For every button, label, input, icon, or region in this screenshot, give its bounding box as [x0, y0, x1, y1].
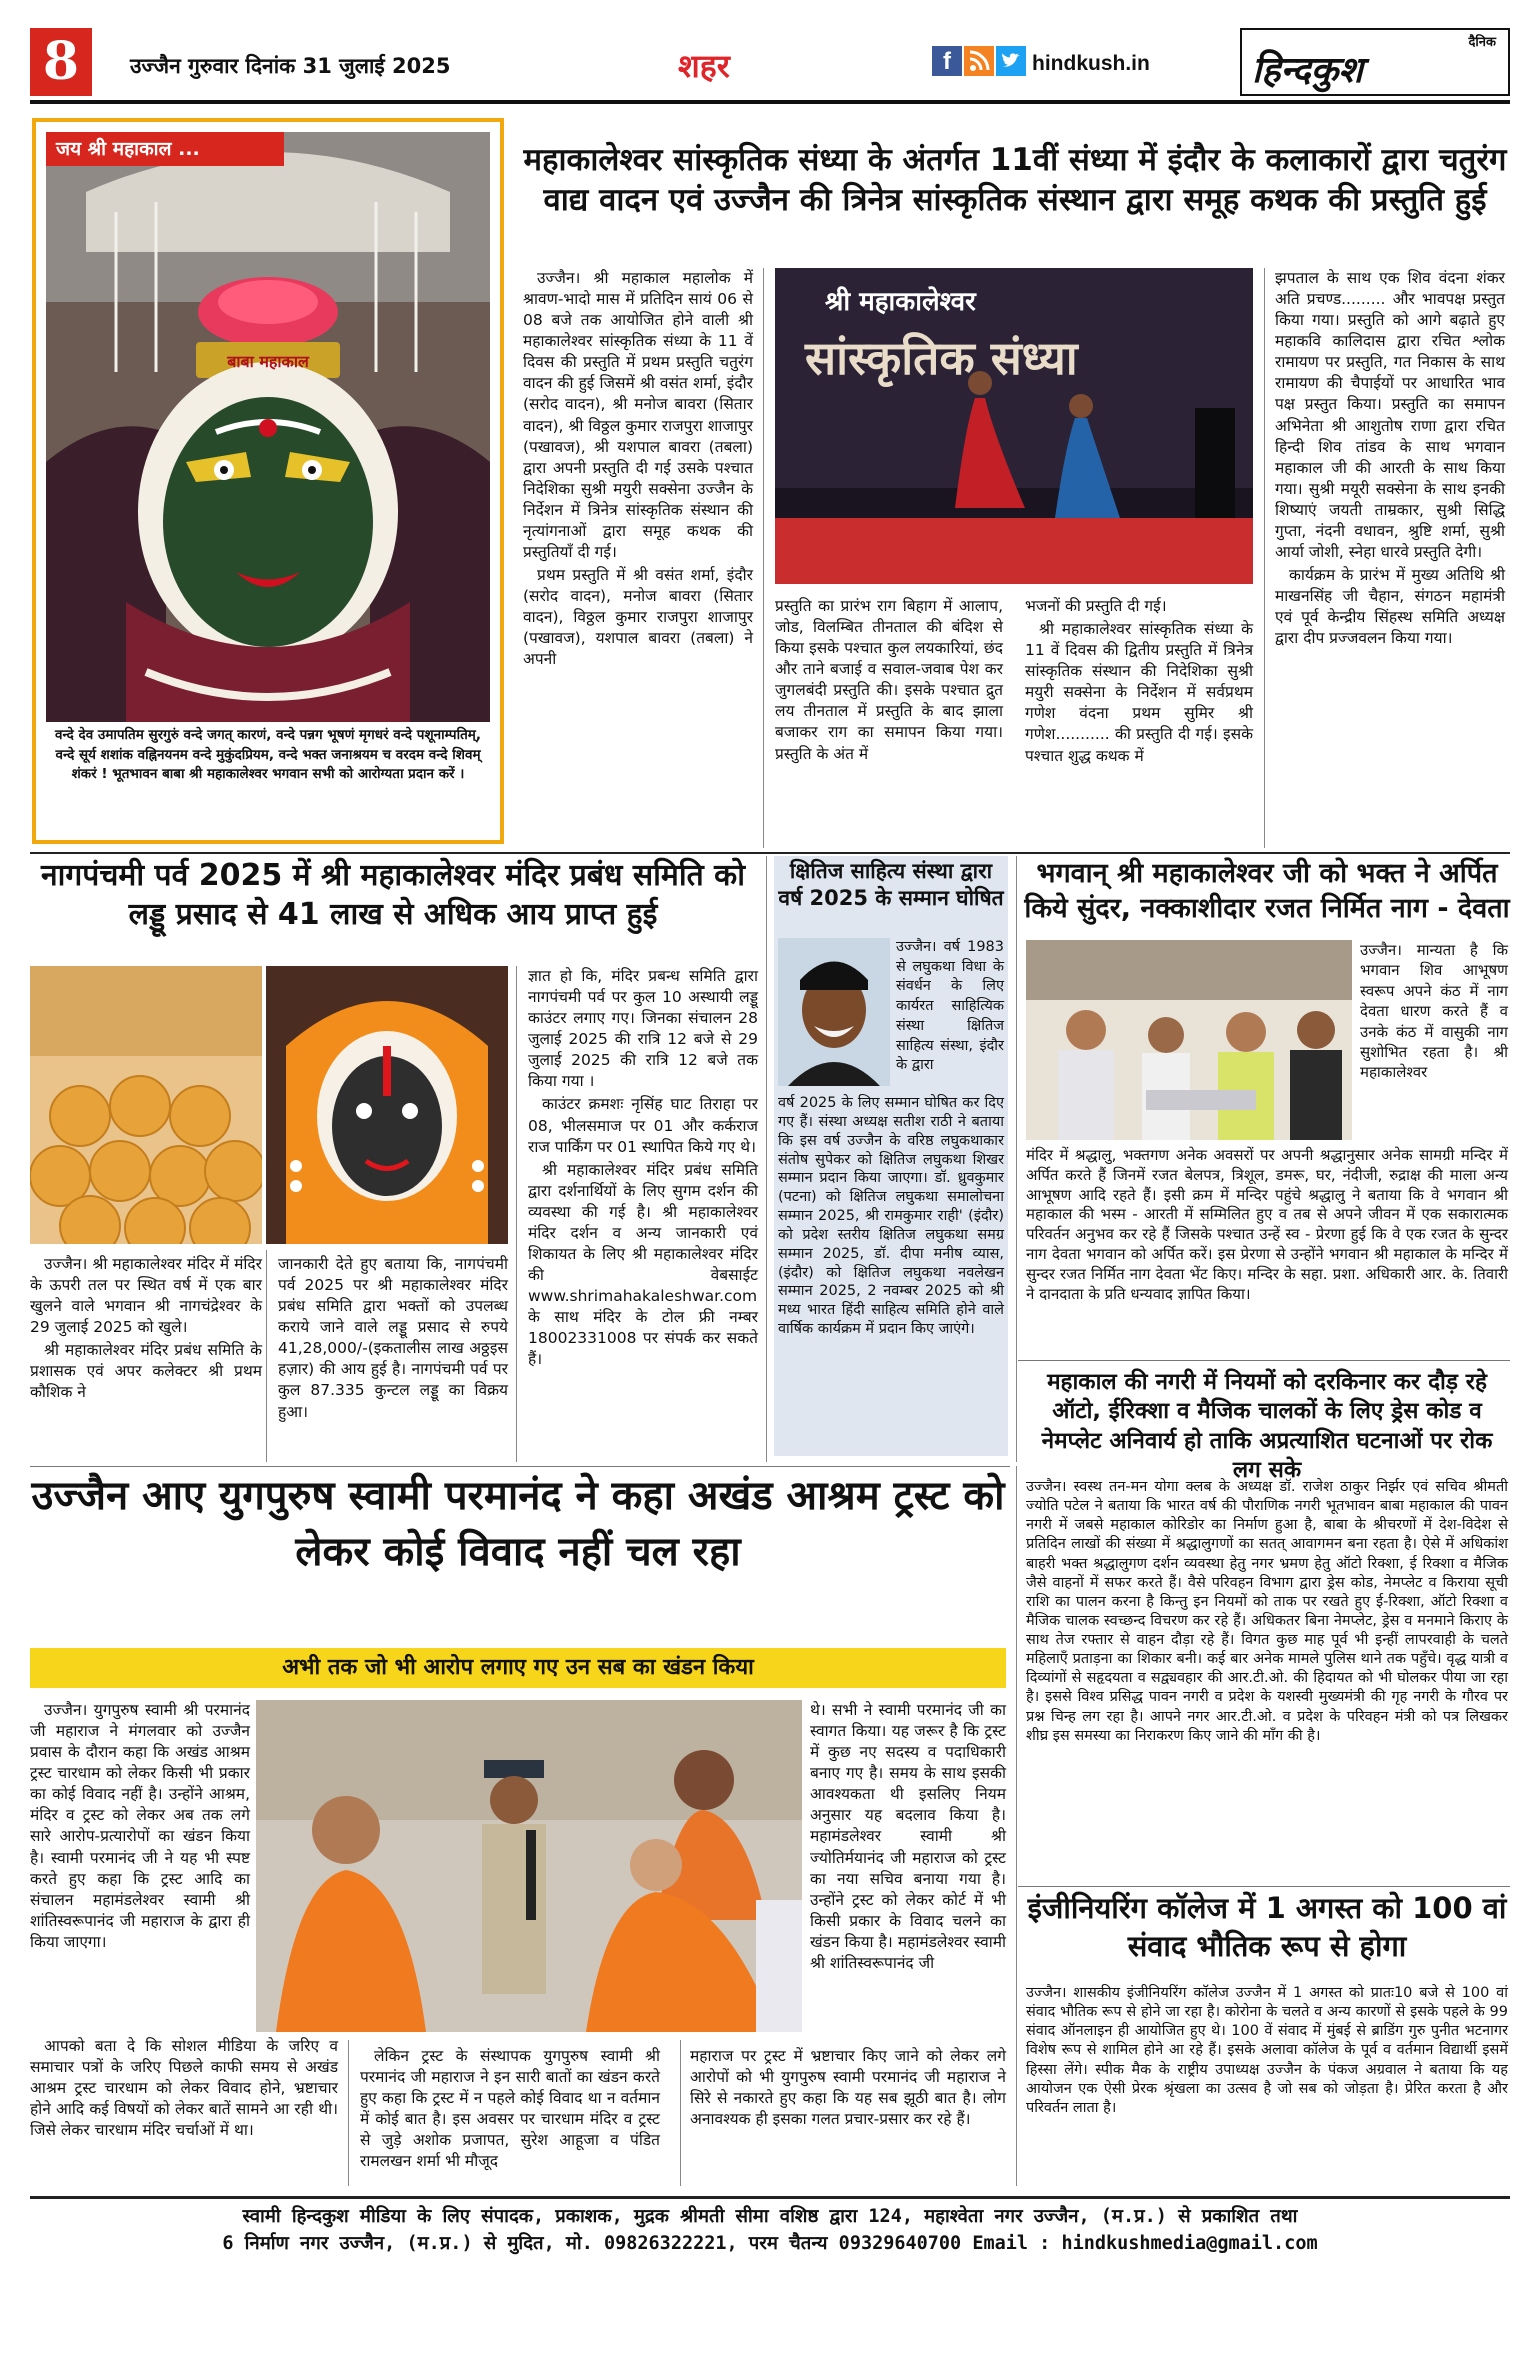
jai-mahakal-banner: जय श्री महाकाल ... — [46, 132, 284, 166]
art2-col2 — [278, 1254, 508, 1425]
art1-headline: महाकालेश्वर सांस्कृतिक संध्या के अंतर्गत 11वीं संध्या में इंदौर के कलाकारों द्वारा चतुरंग वाद्य वादन एवं उज्जैन की त्रिनेत्र सांस्कृतिक संस्थान द्वारा समूह कथक की प्रस्तुति हुई — [523, 142, 1507, 219]
twitter-icon[interactable] — [996, 46, 1026, 76]
linga-label: बाबा महाकाल — [227, 352, 309, 371]
art2-col3 — [528, 966, 758, 1372]
devotees-offering-photo — [1026, 940, 1352, 1140]
art1-col4-p2: कार्यक्रम के प्रारंभ में मुख्य अतिथि श्री माखनसिंह जी चैहान, संगठन महामंत्री एवं पूर्व केन्द्रीय सिंहस्थ समिति अध्यक्ष द्वारा दीप प्रज्जवलन किया गया। — [1275, 566, 1505, 648]
paper-logo-name: हिन्दकुश — [1252, 49, 1363, 91]
art2-col1-p2: श्री महाकालेश्वर मंदिर प्रबंध समिति के प्रशासक एवं अपर कलेक्टर श्री प्रथम कौशिक ने — [30, 1341, 262, 1402]
art4-body: मंदिर में श्रद्धालु, भक्तगण अनेक अवसरों पर अपनी श्रद्धानुसार अनेक सामग्री मन्दिर में अर्पित करते हैं जिनमें रजत बेलपत्र, त्रिशूल, डमरू, घर, नंदीजी, रुद्राक्ष की माला अन्य आभूषण आदि रहते हैं। इसी क्रम में मन्दिर पहुंचे श्रद्धालु ने बताया कि वे भगवान श्री महाकाल की भस्म - आरती में सम्मिलित हुए व तब से अपने जीवन में एक सकारात्मक परिवर्तन अनुभव कर रहे हैं जिसके पश्चात उन्हें स्व - प्रेरणा हुई कि वे एक रजत के सुन्दर नाग देवता भगवान को अर्पित करें। इस प्रेरणा से उन्होंने भगवान श्री महाकाल के मन्दिर में सुन्दर रजत निर्मित नाग देवता भेंट किए। मन्दिर के सहा. प्रशा. अधिकारी आर. के. तिवारी ने दानदाता के प्रति धन्यवाद ज्ञापित किया। — [1026, 1146, 1508, 1303]
website-link[interactable]: hindkush.in — [1032, 52, 1150, 75]
nagchandreshwar-photo — [266, 966, 508, 1244]
art7-col1 — [30, 1700, 250, 1955]
art6-headline: इंजीनियरिंग कॉलेज में 1 अगस्त को 100 वां संवाद भौतिक रूप से होगा — [1027, 1891, 1507, 1963]
art2-headline: नागपंचमी पर्व 2025 में श्री महाकालेश्वर मंदिर प्रबंध समिति को लड्डू प्रसाद से 41 लाख से अधिक आय प्राप्त हुई — [41, 858, 745, 932]
art4-headline: भगवान् श्री महाकालेश्वर जी को भक्त ने अर्पित किये सुंदर, नक्काशीदार रजत निर्मित नाग - देवता — [1024, 858, 1510, 925]
art7-bottom2 — [360, 2046, 660, 2174]
imprint-line-1: स्वामी हिन्दकुश मीडिया के लिए संपादक, प्रकाशक, मुद्रक श्रीमती सीमा वशिष्ठ द्वारा 124, महाश्वेता नगर उज्जैन, (म.प्र.) से प्रकाशित तथा — [242, 2206, 1298, 2227]
art7-col3-p1: थे। सभी ने स्वामी परमानंद जी का स्वागत किया। यह जरूर है कि ट्रस्ट में कुछ नए सदस्य व पदाधिकारी बनाए गए है। समय के साथ इसकी आवश्यकता थी इसलिए नियम अनुसार यह बदलाव किया है। महामंडलेश्वर स्वामी श्री ज्योतिर्मयानंद जी महाराज को ट्रस्ट का नया सचिव बनाया गया है। उन्होंने ट्रस्ट को लेकर कोर्ट में भी किसी प्रकार के विवाद चलने का खंडन किया है। महामंडलेश्वर स्वामी श्री शांतिस्वरूपानंद जी — [810, 1701, 1006, 1972]
art3-headline: क्षितिज साहित्य संस्था द्वारा वर्ष 2025 के सम्मान घोषित — [778, 859, 1004, 911]
art5-body: उज्जैन। स्वस्थ तन-मन योगा क्लब के अध्यक्ष डॉ. राजेश ठाकुर निर्झर एवं सचिव श्रीमती ज्योति पटेल ने बताया कि भारत वर्ष की पौराणिक नगरी भूतभावन बाबा महाकाल की पावन नगरी में जबसे महाकाल कोरिडोर का निर्माण हुआ है, बाबा के श्रीचरणों में देश-विदेश से प्रतिदिन लाखों की संख्या में श्रद्धालुगणों का सतत् आवागमन बना रहता है। ऐसे में अधिकांश बाहरी भक्त श्रद्धालुगण दर्शन व्यवस्था हेतु नगर भ्रमण हेतु ऑटो रिक्शा, ई रिक्शा व मैजिक जैसे वाहनों में सफर करते हैं। वैसे परिवहन विभाग द्वारा ड्रेस कोड, नेमप्लेट व किराया सूची राशि का पालन करना है किन्तु इन नियमों को ताक पर रखते हुए ई-रिक्शा, ऑटो रिक्शा व मैजिक चालक स्वच्छन्द विचरण कर रहे हैं। अधिकतर बिना नेमप्लेट, ड्रेस व मनमाने किराए के साथ तेज रफ्तार से वाहन दौड़ा रहे हैं। विगत कुछ माह पूर्व भी इन्हीं लापरवाही के चलते महिलाएँ प्रताड़ना का शिकार बनी। कई बार अनेक मामले पुलिस थाने तक पहुँचे। वृद्ध यात्री व दिव्यांगों से सहृदयता व सद्व्यवहार की आर.टी.ओ. की हिदायत को भी घोलकर पीया जा रहा है। इससे विश्व प्रसिद्ध पावन नगरी व प्रदेश के यशस्वी मुख्यमंत्री की गृह नगरी के गौरव पर प्रश्न चिन्ह लग रहा है। आपने नगर आर.टी.ओ. व प्रदेश के परिवहन मंत्री को पत्र लिखकर शीघ्र इस समस्या का निराकरण किए जाने की माँग की है। — [1026, 1479, 1508, 1744]
art1-col2-p1: प्रस्तुति का प्रारंभ राग बिहाग में आलाप, जोड, विलम्बित तीनताल की बंदिश से किया इसके पश्चात कुल लयकारियां, छंद और ताने बजाई व सवाल-जवाब पेश कर जुगलबंदी प्रस्तुति की। इसके पश्चात द्रुत लय तीनताल में प्रस्तुति के बाद झाला बजाकर राग का समापन किया गया। प्रस्तुति के अंत में — [775, 597, 1003, 763]
art7-headline: उज्जैन आए युगपुरुष स्वामी परमानंद ने कहा अखंड आश्रम ट्रस्ट को लेकर कोई विवाद नहीं चल रहा — [31, 1473, 1005, 1575]
art1-col1 — [523, 268, 753, 672]
imprint-line-2: 6 निर्माण नगर उज्जैन, (म.प्र.) से मुदित, मो. 09826322221, परम चैतन्य 09329640700 Email : hindkushmedia@gmail.com — [222, 2232, 1318, 2254]
shloka-caption: वन्दे देव उमापतिम सुरगुरुं वन्दे जगत् कारणं, वन्दे पन्नग भूषणं मृगधरं वन्दे पशूनाम्पतिम्, वन्दे सूर्य शशांक वह्निनयनम वन्दे मुकुंदप्रियम, वन्दे भक्त जनाश्रयम च वरदम वन्दे शिवम् शंकरं ! भूतभावन बाबा श्री महाकालेश्वर भगवान सभी को आरोग्यता प्रदान करें । — [55, 727, 481, 783]
rss-icon[interactable] — [964, 46, 994, 76]
art7-col3 — [810, 1700, 1006, 1976]
paper-logo — [1240, 28, 1510, 96]
art2-col1-p1: उज्जैन। श्री महाकालेश्वर मंदिर में मंदिर के ऊपरी तल पर स्थित वर्ष में एक बार खुलने वाले भगवान श्री नागचंद्रेश्वर के 29 जुलाई 2025 को खुले। — [30, 1255, 262, 1337]
imprint-footer — [30, 2204, 1510, 2258]
art2-col2-p1: जानकारी देते हुए बताया कि, नागपंचमी पर्व 2025 पर श्री महाकालेश्वर मंदिर प्रबंध समिति द्वारा भक्तों को उपलब्ध कराये जाने वाले लड्डू प्रसाद से रुपये 41,28,000/-(इकतालीस लाख अठ्ठइस हज़ार) की आय हुई है। नागपंचमी पर्व पर कुल 87.335 कुन्टल लड्डू का विक्रय हुआ। — [278, 1255, 508, 1421]
photo-overlay-title: श्री महाकालेश्वर — [825, 287, 976, 317]
section-name: शहर — [678, 47, 730, 85]
art3-body: वर्ष 2025 के लिए सम्मान घोषित कर दिए गए हैं। संस्था अध्यक्ष सतीश राठी ने बताया कि इस वर्ष उज्जैन के वरिष्ठ लघुकथाकार संतोष सुपेकर को क्षितिज लघुकथा शिखर सम्मान प्रदान किया जाएगा। डॉ. ध्रुवकुमार (पटना) को क्षितिज लघुकथा समालोचना सम्मान 2025, श्री रामकुमार राही' (इंदौर) को प्रदेश स्तरीय क्षितिज लघुकथा समग्र सम्मान 2025, डॉ. दीपा मनीष व्यास, (इंदौर) को क्षितिज लघुकथा नवलेखन सम्मान 2025, 2 नवम्बर 2025 को श्री मध्य भारत हिंदी साहित्य समिति होने वाले वार्षिक कार्यक्रम में प्रदान किए जाएंगे। — [778, 1095, 1004, 1338]
art7-bottom1 — [30, 2036, 338, 2143]
art7-bottom1-p1: आपको बता दे कि सोशल मीडिया के जरिए व समाचार पत्रों के जरिए पिछले काफी समय से अखंड आश्रम ट्रस्ट चारधाम को लेकर विवाद होने, भ्रष्टाचार होने आदि कई विषयों को लेकर बातें सामने आ रही थी। जिसे लेकर चारधाम मंदिर चर्चाओं में था। — [30, 2037, 338, 2140]
art1-col1-p2: प्रथम प्रस्तुति में श्री वसंत शर्मा, इंदौर (सरोद वादन), मनोज बावरा (सितार वादन), विठ्ठल कुमार राजपुरा शाजापुर (पखावज), यशपाल बावरा (तबला) ने अपनी — [523, 566, 753, 669]
art3-side: उज्जैन। वर्ष 1983 से लघुकथा विधा के संवर्धन के लिए कार्यरत साहित्यिक संस्था क्षितिज साहित्य संस्था, इंदौर के द्वारा — [896, 939, 1004, 1074]
mahakal-darshan-box — [32, 118, 504, 844]
page-number: 8 — [30, 28, 92, 96]
paper-logo-small: दैनिक — [1468, 35, 1496, 50]
art1-col3-p2: श्री महाकालेश्वर सांस्कृतिक संध्या के 11 वें दिवस की द्वितीय प्रस्तुति में त्रिनेत्र सांस्कृतिक संस्थान की निदेशिका सुश्री मयुरी सक्सेना के निर्देशन में सर्वप्रथम गणेश वंदना प्रथम सुमिर श्री गणेश........... की प्रस्तुति दी गई। इसके पश्चात शुद्ध कथक में — [1025, 620, 1253, 765]
social-icons — [932, 46, 1026, 76]
mahakal-shringar-photo — [46, 132, 490, 722]
art1-col1-p1: उज्जैन। श्री महाकाल महालोक में श्रावण-भादो मास में प्रतिदिन सायं 06 से 08 बजे तक आयोजित होने वाली श्री महाकालेश्वर सांस्कृतिक संध्या के 11 वें दिवस की प्रस्तुति में प्रथम प्रस्तुति चतुरंग वादन की हुई जिसमें श्री वसंत शर्मा, इंदौर (सरोद वादन), श्री मनोज बावरा (सितार वादन), श्री विठ्ठल कुमार राजपुरा शाजापुर (पखावज), श्री यशपाल बावरा (तबला) द्वारा अपनी प्रस्तुति दी गई उसके पश्चात निदेशिका सुश्री मयुरी सक्सेना उज्जैन के निर्देशन में त्रिनेत्र सांस्कृतिक संस्थान की नृत्यांगनाओं द्वारा समूह कथक की प्रस्तुतियाँ दी गई। — [523, 269, 753, 562]
art7-bottom2-p1: लेकिन ट्रस्ट के संस्थापक युगपुरुष स्वामी श्री परमानंद जी महाराज ने इन सारी बातों का खंडन करते हुए कहा कि ट्रस्ट में न पहले कोई विवाद था न वर्तमान में कोई बात है। इस अवसर पर चारधाम मंदिर व ट्रस्ट से जुड़े अशोक प्रजापत, सुरेश आहूजा व पंडित रामलखन शर्मा भी मौजूद — [360, 2047, 660, 2171]
art7-bottom3 — [690, 2046, 1006, 2132]
art1-col4 — [1275, 268, 1505, 651]
art7-bottom3-p1: महाराज पर ट्रस्ट में भ्रष्टाचार किए जाने को लेकर लगे आरोपों को भी युगपुरुष स्वामी परमानंद जी महाराज ने सिरे से नकारते हुए कहा कि यह सब झूठी बात है। लोग अनावश्यक ही इसका गलत प्रचार-प्रसार कर रहे हैं। — [690, 2047, 1006, 2129]
satish-rathi-photo — [778, 938, 890, 1086]
swami-parmanand-photo — [256, 1700, 802, 2032]
art7-col1-p1: उज्जैन। युगपुरुष स्वामी श्री परमानंद जी महाराज ने मंगलवार को उज्जैन प्रवास के दौरान कहा कि अखंड आश्रम ट्रस्ट चारधाम को लेकर किसी भी प्रकार का कोई विवाद नहीं है। उन्होंने आश्रम, मंदिर व ट्रस्ट को लेकर अब तक लगे सारे आरोप-प्रत्यारोपों का खंडन किया है। स्वामी परमानंद जी ने यह भी स्पष्ट करते हुए कहा कि ट्रस्ट आदि का संचालन महामंडलेश्वर स्वामी श्री शांतिस्वरूपानंद जी महाराज के द्वारा ही किया जाएगा। — [30, 1701, 250, 1951]
art1-col2 — [775, 596, 1003, 767]
art4-side: उज्जैन। मान्यता है कि भगवान शिव आभूषण स्वरूप अपने कंठ में नाग देवता धारण करते हैं व उनके कंठ में वासुकी नाग सुशोभित रहता है। श्री महाकालेश्वर — [1360, 941, 1508, 1082]
art2-col1 — [30, 1254, 262, 1406]
laddu-prasad-photo — [30, 966, 262, 1244]
art2-col3-p3: श्री महाकालेश्वर मंदिर प्रबंध समिति द्वारा दर्शनार्थियों के लिए सुगम दर्शन की व्यवस्था की गई है। श्री महाकालेश्वर मंदिर दर्शन व अन्य जानकारी एवं शिकायत के लिए श्री महाकालेश्वर मंदिर की वेबसाईट www.shrimahakaleshwar.com के साथ मंदिर के टोल फ्री नम्बर 18002331008 पर संपर्क कर सकते हैं। — [528, 1160, 758, 1369]
sanskritik-sandhya-photo — [775, 268, 1253, 584]
art1-col4-p1: झपताल के साथ एक शिव वंदना शंकर अति प्रचण्ड......... और भावपक्ष प्रस्तुत किया गया। प्रस्तुति को आगे बढ़ाते हुए महाकवि कालिदास द्वारा रचित श्लोक रामायण पर प्रस्तुति, गत निकास के साथ रामायण की चैपाईयों पर आधारित भाव पक्ष प्रस्तुत किया। प्रस्तुति का समापन अभिनेता श्री आशुतोष राणा द्वारा रचित हिन्दी शिव तांडव के साथ भगवान महाकाल जी की आरती के साथ किया गया। सुश्री मयूरी सक्सेना के साथ इनकी शिष्याएं जयती ताम्रकार, सुश्री सिद्धि गुप्ता, नंदनी वधावन, श्रुष्टि शर्मा, सुश्री आर्या जोशी, स्नेहा धारवे प्रस्तुति देगी। — [1275, 269, 1505, 562]
art2-col3-p2: काउंटर क्रमशः नृसिंह घाट तिराहा पर 08, भीलसमाज पर 01 और कर्कराज राज पार्किंग पर 01 स्थापित किये गए थे। — [528, 1095, 758, 1156]
art7-subhead-bar — [30, 1648, 1006, 1688]
photo-overlay-subtitle: सांस्कृतिक संध्या — [805, 331, 1078, 385]
art7-subhead: अभी तक जो भी आरोप लगाए गए उन सब का खंडन किया — [282, 1655, 754, 1680]
dateline: उज्जैन गुरुवार दिनांक 31 जुलाई 2025 — [130, 54, 451, 78]
facebook-icon[interactable]: f — [932, 46, 962, 76]
art2-col3-p1: ज्ञात हो कि, मंदिर प्रबन्ध समिति द्वारा नागपंचमी पर्व पर कुल 10 अस्थायी लड्डू काउंटर लगाए गए। जिनका संचालन 28 जुलाई 2025 की रात्रि 12 बजे से 29 जुलाई 2025 की रात्रि 12 बजे तक किया गया । — [528, 967, 758, 1091]
art1-col3 — [1025, 596, 1253, 769]
art5-headline: महाकाल की नगरी में नियमों को दरकिनार कर दौड़ रहे ऑटो, ईरिक्शा व मैजिक चालकों के लिए ड्रेस कोड व नेमप्लेट अनिवार्य हो ताकि अप्रत्याशित घटनाओं पर रोक लग सके — [1041, 1369, 1493, 1483]
art6-body: उज्जैन। शासकीय इंजीनियरिंग कॉलेज उज्जैन में 1 अगस्त को प्रातः10 बजे से 100 वां संवाद भौतिक रूप से होने जा रहा है। कोरोना के चलते व अन्य कारणों से इसके पहले के 99 संवाद ऑनलाइन ही आयोजित हुए थे। 100 वें संवाद में मुंबई से ब्राडिंग गुरु पुनीत भटनागर विशेष रूप से शामिल होने आ रहे हैं। इसके अलावा कॉलेज के पूर्व व वर्तमान विद्यार्थी इसमें हिस्सा लेंगे। स्पीक मैक के राष्ट्रीय उपाध्यक्ष उज्जैन के पंकज अग्रवाल ने बताया कि यह आयोजन एक ऐसी प्रेरक श्रृंखला का उत्सव है जो सब को जोड़ता है। प्रेरित करता है और परिवर्तन लाता है। — [1026, 1985, 1508, 2116]
art1-col3-p1: भजनों की प्रस्तुति दी गई। — [1025, 597, 1167, 615]
masthead — [30, 28, 1510, 100]
